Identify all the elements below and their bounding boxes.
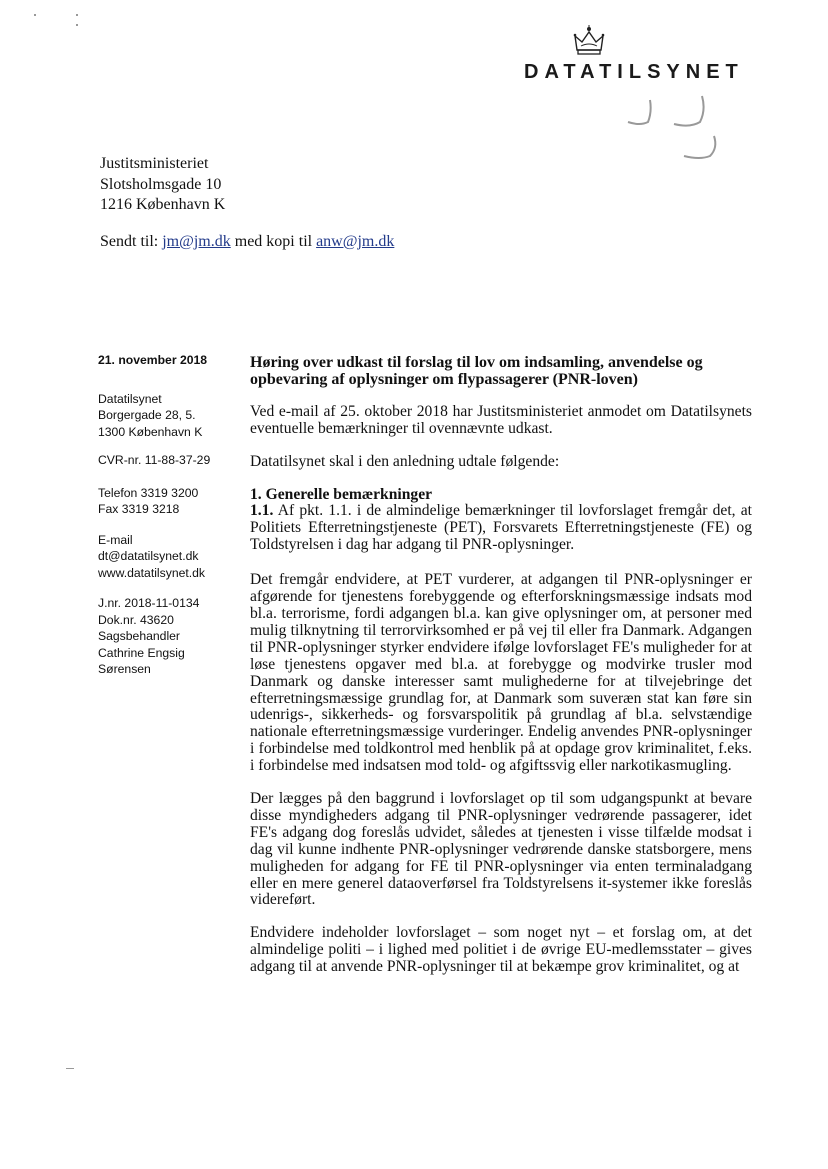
letter-date: 21. november 2018	[98, 353, 208, 367]
crown-logo-icon	[572, 24, 606, 58]
recipient-line: Justitsministeriet	[100, 155, 209, 172]
sender-sidebar	[98, 352, 238, 690]
case-line: Cathrine Engsig	[98, 645, 185, 660]
intro-paragraph: Ved e-mail af 25. oktober 2018 har Justitsministeriet anmodet om Datatilsynets eventuelle bemærkninger til ovennævnte udkast.	[250, 402, 752, 437]
case-line: Dok.nr. 43620	[98, 612, 174, 627]
letter-body	[250, 355, 752, 992]
sent-email-link[interactable]: jm@jm.dk	[162, 233, 231, 250]
copy-email-link[interactable]: anw@jm.dk	[316, 233, 395, 250]
case-line: Sagsbehandler	[98, 629, 180, 643]
recipient-line: Slotsholmsgade 10	[100, 175, 222, 193]
sender-line: 1300 København K	[98, 424, 203, 439]
email-block	[98, 532, 238, 582]
letter-title: Høring over udkast til forslag til lov om indsamling, anvendelse og opbevaring af oplysninger om flypassagerer (PNR-loven)	[250, 354, 703, 388]
case-line: Sørensen	[98, 662, 151, 676]
phone-block	[98, 485, 238, 518]
scan-speck	[76, 14, 78, 16]
copy-label: med kopi til	[234, 233, 313, 250]
scan-speck	[66, 1068, 74, 1069]
cvr-number: CVR-nr. 11-88-37-29	[98, 453, 211, 467]
organization-logo-text: DATATILSYNET	[524, 61, 744, 83]
recipient-line: 1216 København K	[100, 196, 226, 213]
sender-address	[98, 391, 238, 441]
case-info	[98, 595, 238, 678]
subsection-paragraph	[250, 503, 752, 554]
email-address[interactable]: dt@datatilsynet.dk	[98, 549, 199, 563]
case-line: J.nr. 2018-11-0134	[98, 596, 200, 610]
phone-line: Telefon 3319 3200	[98, 485, 199, 500]
website-link[interactable]: www.datatilsynet.dk	[98, 565, 206, 580]
subsection-number: 1.1.	[250, 502, 274, 520]
statement-paragraph: Datatilsynet skal i den anledning udtale følgende:	[250, 452, 560, 470]
fax-line: Fax 3319 3218	[98, 502, 180, 516]
handwritten-signature	[610, 92, 730, 172]
sender-line: Borgergade 28, 5.	[98, 408, 196, 422]
sent-to-line	[100, 233, 394, 251]
recipient-address	[100, 154, 225, 216]
body-paragraph: Der lægges på den baggrund i lovforslaget op til som udgangspunkt at bevare disse myndigheders adgang til PNR-oplysninger vedrørende passagerer, idet FE's adgang dog foreslås udvidet, således at tjenesten i visse tilfælde modsat i dag vil kunne indhente PNR-oplysninger vedrørende danske statsborgere, mens muligheden for adgang for FE til PNR-oplysninger via enten terminaladgang eller en mere generel dataoverførsel fra Toldstyrelsens it-systemer ikke foreslås videreført.	[250, 790, 752, 909]
scan-speck	[34, 14, 36, 16]
sender-line: Datatilsynet	[98, 391, 162, 406]
scan-speck	[76, 24, 78, 26]
body-paragraph: Endvidere indeholder lovforslaget – som noget nyt – et forslag om, at det almindelige politi – i lighed med politiet i de øvrige EU-medlemsstater – gives adgang til at anvende PNR-oplysninger til at bekæmpe grov kriminalitet, og at	[250, 924, 752, 976]
sent-label: Sendt til:	[100, 233, 159, 250]
email-label: E-mail	[98, 532, 133, 547]
section-heading: 1. Generelle bemærkninger	[250, 485, 433, 503]
body-paragraph: Det fremgår endvidere, at PET vurderer, at adgangen til PNR-oplysninger er afgørende for tjenestens forebyggende og efterforskningsmæssige indsats mod bl.a. terrorisme, fordi adgangen bl.a. kan give oplysninger om, at personer med mulig tilknytning til terrorvirksomhed er på vej til eller fra Danmark. Adgangen til PNR-oplysninger styrker endvidere ifølge lovforslaget FE's muligheder for at løse tjenestens opgaver med bl.a. at forebygge og modvirke trusler mod Danmark og danske interesser samt mulighederne for at tilvejebringe det efterretningsmæssige grundlag for, at Danmark som suveræn stat kan føre sin udenrigs-, sikkerheds- og forsvarspolitik på grundlag af bl.a. selvstændige nationale efterretningsmæssige vurderinger. Endelig anvendes PNR-oplysninger i forbindelse med toldkontrol med henblik på at opdage grov kriminalitet, f.eks. i forbindelse med indsatsen mod told- og afgiftssvig eller narkotikasmugling.	[250, 571, 752, 775]
subsection-text: Af pkt. 1.1. i de almindelige bemærkninger til lovforslaget fremgår det, at Politiets Efterretningstjeneste (PET), Forsvarets Efterretningstjeneste (FE) og Toldstyrelsen i dag har adgang til PNR-oplysninger.	[250, 502, 752, 554]
